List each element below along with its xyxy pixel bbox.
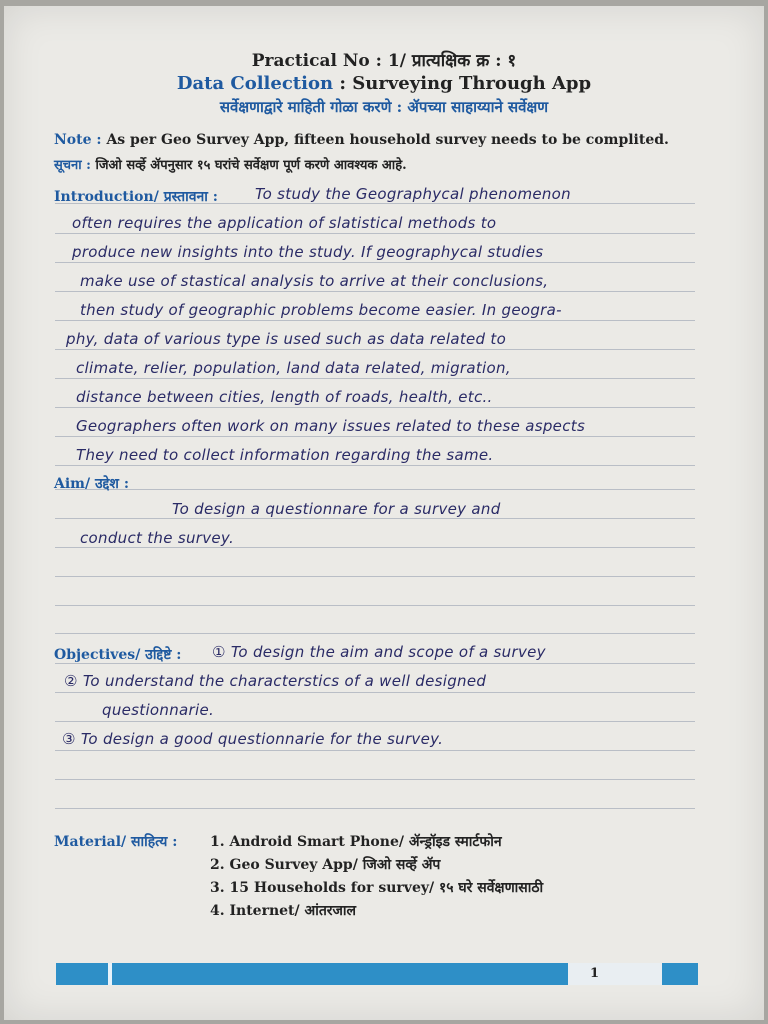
objective-line: ② To understand the characterstics of a well designed [64, 672, 487, 690]
introduction-line: make use of stastical analysis to arrive at their conclusions, [80, 272, 549, 290]
ruled-line [55, 378, 695, 379]
ruled-line [55, 576, 695, 577]
ruled-line [55, 349, 695, 350]
page-number-box [568, 963, 662, 985]
note-text: As per Geo Survey App, fifteen household survey needs to be complited. [106, 132, 669, 148]
note-label: Note : [54, 132, 102, 148]
ruled-line [55, 262, 695, 263]
note-marathi [54, 155, 407, 173]
introduction-line: Geographers often work on many issues related to these aspects [76, 417, 586, 435]
material-list [210, 832, 543, 924]
ruled-line [55, 779, 695, 780]
note-marathi-text: जिओ सर्व्हे ॲपनुसार १५ घरांचे सर्वेक्षण पूर्ण करणे आवश्यक आहे. [95, 158, 407, 173]
ruled-line [55, 721, 695, 722]
introduction-line: They need to collect information regarding the same. [76, 446, 494, 464]
ruled-line [55, 291, 695, 292]
material-item: 1. Android Smart Phone/ ॲन्ड्रॉइड स्मार्टफोन [210, 834, 502, 850]
note-marathi-label: सूचना : [54, 158, 91, 173]
practical-title: Practical No : 1/ प्रात्यक्षिक क्र : १ [251, 51, 517, 71]
ruled-line [55, 233, 695, 234]
aim-label: Aim/ उद्देश : [54, 476, 129, 492]
subtitle-method: : Surveying Through App [339, 73, 592, 94]
ruled-line [55, 465, 695, 466]
introduction-label: Introduction/ प्रस्तावना : [54, 189, 218, 205]
ruled-line [55, 407, 695, 408]
marathi-subtitle: सर्वेक्षणाद्वारे माहिती गोळा करणे : ॲपच्या साहाय्याने सर्वेक्षण [219, 98, 549, 116]
introduction-line: often requires the application of slatistical methods to [72, 214, 497, 232]
introduction-line: climate, relier, population, land data related, migration, [76, 359, 511, 377]
material-item: 4. Internet/ आंतरजाल [210, 903, 357, 919]
subtitle-topic: Data Collection [176, 73, 334, 94]
ruled-line [55, 633, 695, 634]
aim-line: To design a questionnare for a survey and [172, 500, 501, 518]
objective-line: ③ To design a good questionnarie for the survey. [62, 730, 444, 748]
ruled-line [55, 605, 695, 606]
objective-line: ① To design the aim and scope of a survey [212, 643, 546, 661]
objectives-label: Objectives/ उद्दिष्टे : [54, 647, 182, 663]
ruled-line [55, 808, 695, 809]
introduction-line: then study of geographic problems become easier. In geogra- [80, 301, 562, 319]
material-label: Material/ साहित्य : [54, 834, 178, 850]
introduction-line: phy, data of various type is used such as data related to [66, 330, 507, 348]
introduction-line: distance between cities, length of roads, health, etc.. [76, 388, 493, 406]
ruled-line [55, 436, 695, 437]
ruled-line [55, 750, 695, 751]
footer-bar [56, 963, 698, 985]
introduction-line: To study the Geographycal phenomenon [255, 185, 571, 203]
page-number: 1 [590, 966, 600, 981]
practical-subtitle [0, 73, 768, 94]
aim-line: conduct the survey. [80, 529, 235, 547]
ruled-line [55, 489, 695, 490]
material-item: 2. Geo Survey App/ जिओ सर्व्हे ॲप [210, 857, 441, 873]
ruled-line [55, 547, 695, 548]
objective-line: questionnarie. [102, 701, 215, 719]
footer-bar-stripe [108, 963, 112, 985]
ruled-line [55, 320, 695, 321]
note-english [54, 132, 669, 148]
ruled-line [55, 518, 695, 519]
introduction-line: produce new insights into the study. If geographycal studies [72, 243, 544, 261]
material-item: 3. 15 Households for survey/ १५ घरे सर्वेक्षणासाठी [210, 880, 544, 896]
ruled-line [55, 692, 695, 693]
